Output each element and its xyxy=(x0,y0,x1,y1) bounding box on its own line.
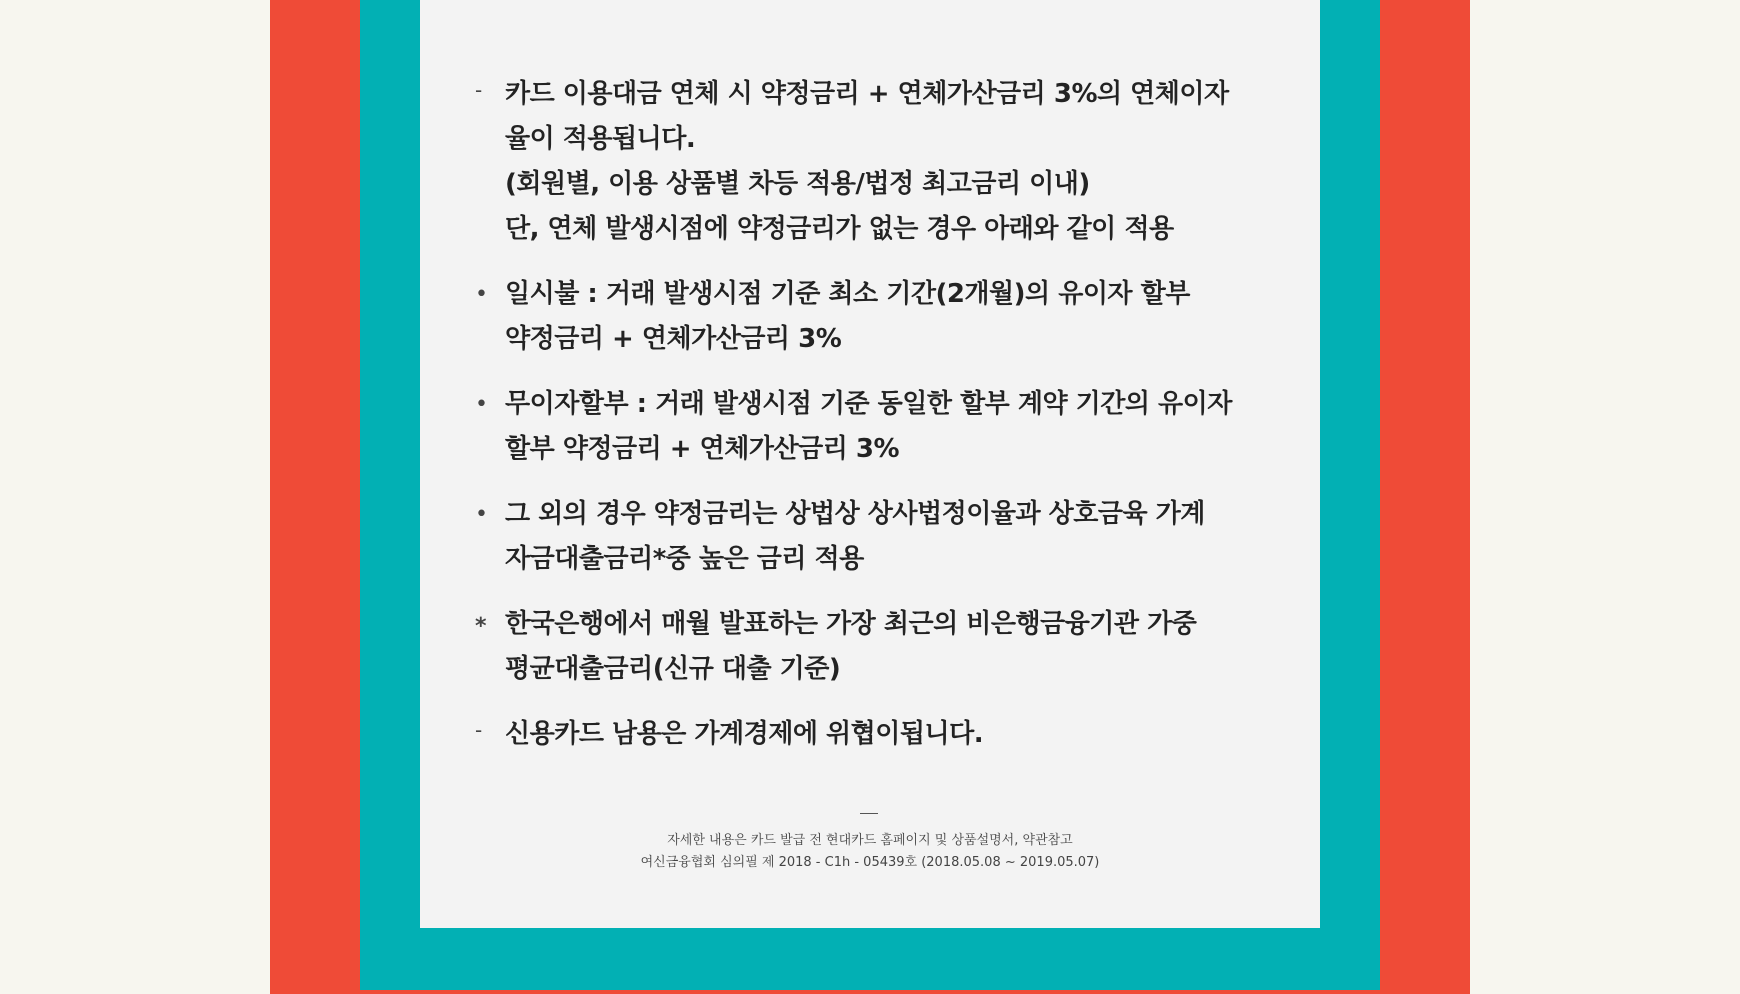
notice-footnote xyxy=(475,602,1295,692)
notice-line: 약정금리 + 연체가산금리 3% xyxy=(505,324,842,354)
footer-line-details: 자세한 내용은 카드 발급 전 현대카드 홈페이지 및 상품설명서, 약관참고 xyxy=(667,833,1073,848)
notice-list xyxy=(475,72,1295,777)
asterisk-marker: * xyxy=(475,614,487,639)
footer-divider xyxy=(860,813,878,814)
notice-lump-sum xyxy=(475,272,1295,362)
notice-line: 자금대출금리*중 높은 금리 적용 xyxy=(505,544,864,574)
notice-credit-warning xyxy=(475,712,1295,757)
dash-marker: - xyxy=(475,78,482,102)
notice-line: 그 외의 경우 약정금리는 상법상 상사법정이율과 상호금육 가계 xyxy=(505,499,1205,529)
notice-line: 율이 적용됩니다. xyxy=(505,124,696,154)
notice-line: 평균대출금리(신규 대출 기준) xyxy=(505,654,841,684)
notice-line: 일시불 : 거래 발생시점 기준 최소 기간(2개월)의 유이자 할부 xyxy=(505,279,1190,309)
notice-line: 무이자할부 : 거래 발생시점 기준 동일한 할부 계약 기간의 유이자 xyxy=(505,389,1232,419)
notice-interest-free-installment xyxy=(475,382,1295,472)
notice-line: 신용카드 남용은 가계경제에 위협이됩니다. xyxy=(505,719,984,749)
notice-line: 단, 연체 발생시점에 약정금리가 없는 경우 아래와 같이 적용 xyxy=(505,214,1174,244)
notice-line: (회원별, 이용 상품별 차등 적용/법정 최고금리 이내) xyxy=(505,169,1090,199)
notice-overdue-interest xyxy=(475,72,1295,252)
bullet-marker: • xyxy=(475,392,488,417)
notice-line: 한국은행에서 매월 발표하는 가장 최근의 비은행금융기관 가중 xyxy=(505,609,1197,639)
notice-line: 할부 약정금리 + 연체가산금리 3% xyxy=(505,434,900,464)
footer-line-approval: 여신금융협회 심의필 제 2018 - C1h - 05439호 (2018.05.08 ~ 2019.05.07) xyxy=(640,855,1100,870)
notice-line: 카드 이용대금 연체 시 약정금리 + 연체가산금리 3%의 연체이자 xyxy=(505,79,1229,109)
footer-disclaimer xyxy=(420,830,1320,874)
bullet-marker: • xyxy=(475,282,488,307)
dash-marker: - xyxy=(475,718,482,742)
bullet-marker: • xyxy=(475,502,488,527)
notice-other-cases xyxy=(475,492,1295,582)
